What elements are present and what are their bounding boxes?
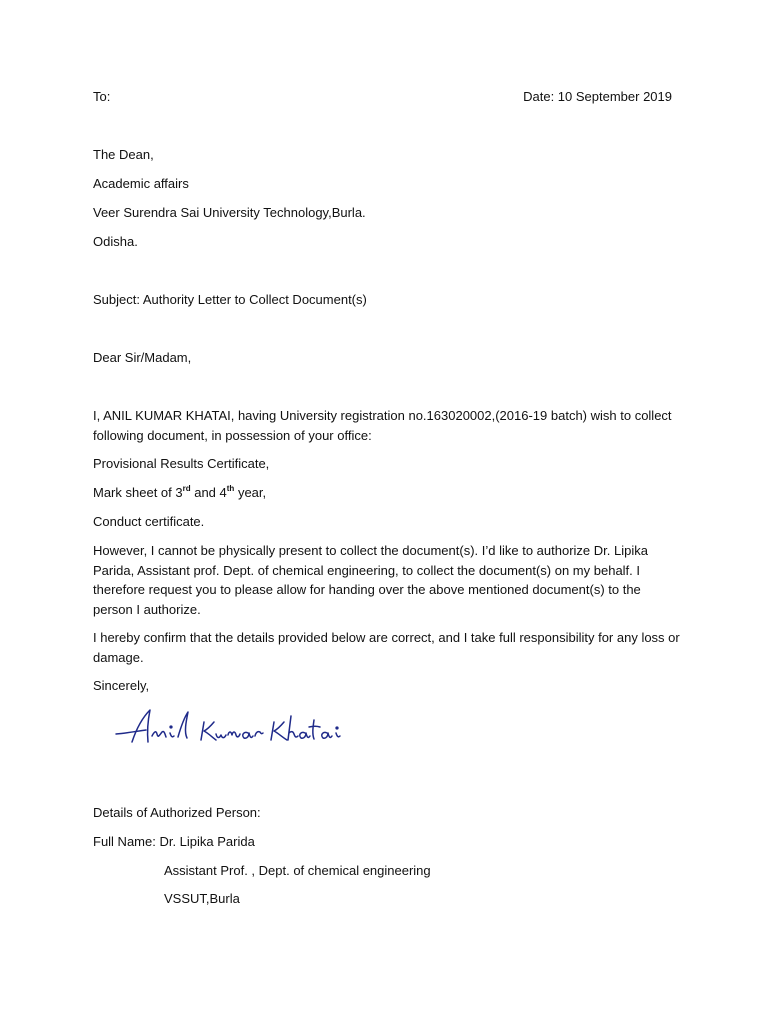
intro-paragraph: I, ANIL KUMAR KHATAI, having University registration no.163020002,(2016-19 batch) wish to collect following document, in possession of your office: <box>93 408 672 443</box>
ordinal-suffix: th <box>226 484 235 493</box>
confirmation-paragraph: I hereby confirm that the details provided below are correct, and I take full responsibility for any loss or damage. <box>93 630 680 665</box>
recipient-department: Academic affairs <box>93 176 189 191</box>
authorized-person-designation: Assistant Prof. , Dept. of chemical engineering <box>164 863 431 878</box>
subject-line: Subject: Authority Letter to Collect Document(s) <box>93 292 367 307</box>
document-item-2-prefix: Mark sheet of 3 <box>93 485 183 500</box>
document-item-2-suffix: year, <box>234 485 267 500</box>
document-item-1: Provisional Results Certificate, <box>93 456 270 471</box>
authorization-paragraph: However, I cannot be physically present to collect the document(s). I’d like to authorize Dr. Lipika Parida, Assistant prof. Dept. of chemical engineering, to collect the document(s) on my behalf. I therefore request you to please allow for handing over the above mentioned document(s) to the person I authorize. <box>93 543 648 617</box>
recipient-state: Odisha. <box>93 234 138 249</box>
authorized-person-institution: VSSUT,Burla <box>164 891 240 906</box>
document-item-2-mid: and 4 <box>190 485 227 500</box>
authorized-person-name: Full Name: Dr. Lipika Parida <box>93 834 255 849</box>
recipient-title: The Dean, <box>93 147 154 162</box>
closing: Sincerely, <box>93 678 150 693</box>
to-label: To: <box>93 89 111 104</box>
salutation: Dear Sir/Madam, <box>93 350 192 365</box>
signature-image <box>98 700 374 762</box>
recipient-university: Veer Surendra Sai University Technology,Burla. <box>93 205 366 220</box>
letter-date: Date: 10 September 2019 <box>523 89 672 104</box>
document-item-3: Conduct certificate. <box>93 514 205 529</box>
document-item-2 <box>93 484 266 502</box>
authorized-person-heading: Details of Authorized Person: <box>93 805 261 820</box>
ordinal-suffix: rd <box>182 484 191 493</box>
